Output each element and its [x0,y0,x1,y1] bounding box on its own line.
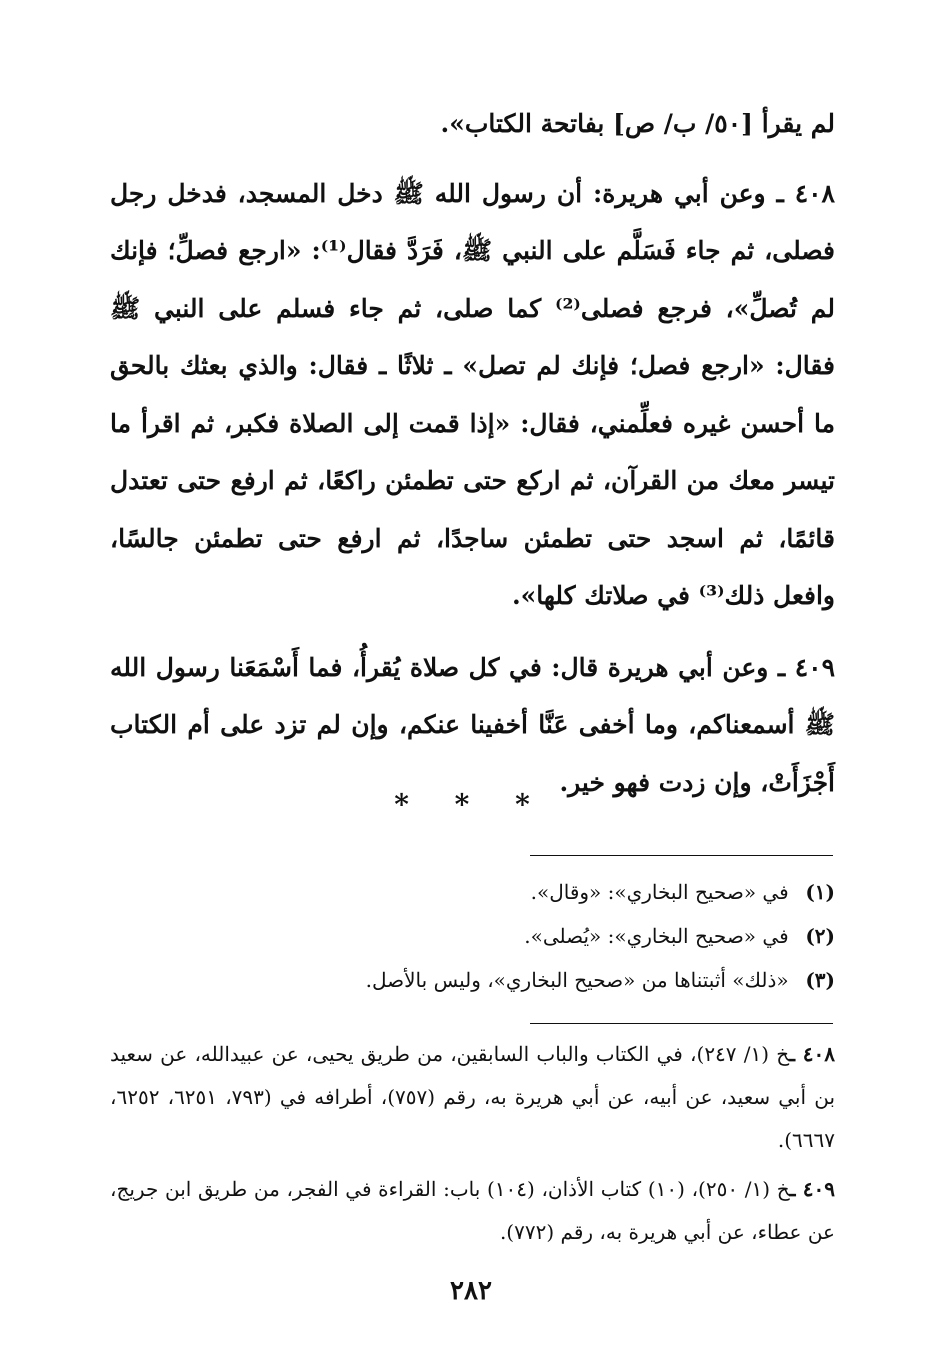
footnote-text: في «صحيح البخاري»: «وقال». [530,880,789,904]
footnote-3 [300,958,835,1002]
takhrij-408 [110,1033,835,1162]
hadith-408 [110,165,835,625]
takhrij-number: ٤٠٩ ـ [789,1177,836,1201]
takhrij-number: ٤٠٨ ـ [789,1042,835,1066]
takhrij-text: خ (١/ ٢٥٠)، (١٠) كتاب الأذان، (١٠٤) باب: القراءة في الفجر، من طريق ابن جريج، عن عطاء، عن أبي هريرة به، رقم (٧٧٢). [110,1177,835,1244]
main-text [110,95,835,811]
hadith-409-number: ٤٠٩ ـ [777,652,836,682]
footnote-text: في «صحيح البخاري»: «يُصلى». [524,924,789,948]
hadith-408-text: وعن أبي هريرة: أن رسول الله ﷺ دخل المسجد، فدخل رجل فصلى، ثم جاء فَسَلَّم على النبي ﷺ، فَرَدَّ فقال⁽¹⁾: «ارجع فصلِّ؛ فإنك لم تُصلِّ»، فرجع فصلى⁽²⁾ كما صلى، ثم جاء فسلم على النبي ﷺ فقال: «ارجع فصل؛ فإنك لم تصل» ـ ثلاثًا ـ فقال: والذي بعثك بالحق ما أحسن غيره فعلِّمني، فقال: «إذا قمت إلى الصلاة فكبر، ثم اقرأ ما تيسر معك من القرآن، ثم اركع حتى تطمئن راكعًا، ثم ارفع حتى تعتدل قائمًا، ثم اسجد حتى تطمئن ساجدًا، ثم ارفع حتى تطمئن جالسًا، وافعل ذلك⁽³⁾ في صلاتك كلها». [110,178,836,610]
hadith-409-text: وعن أبي هريرة قال: في كل صلاة يُقرأُ، فما أَسْمَعَنا رسول الله ﷺ أسمعناكم، وما أخفى عَنَّا أخفينا عنكم، وإن لم تزد على أم الكتاب أَجْزَأَتْ، وإن زدت فهو خير. [110,652,835,797]
footnotes-divider [530,855,833,856]
footnote-text: «ذلك» أثبتناها من «صحيح البخاري»، وليس بالأصل. [365,968,789,992]
previous-hadith-ending: لم يقرأ [٥٠/ ب/ ص] بفاتحة الكتاب». [440,109,835,138]
footnote-number: (١) [805,880,835,904]
takhrij-text: خ (١/ ٢٤٧)، في الكتاب والباب السابقين، من طريق يحيى، عن عبيدالله، عن سعيد بن أبي سعيد، عن أبيه، عن أبي هريرة به، رقم (٧٥٧)، أطرافه في (٧٩٣، ٦٢٥١، ٦٢٥٢، ٦٦٦٧). [110,1042,836,1152]
takhrij-divider [530,1023,833,1024]
takhrij-notes [110,1033,835,1254]
footnotes [300,870,835,1002]
page-number: ٢٨٢ [450,1276,492,1306]
footnote-1 [300,870,835,914]
section-separator: * * * [394,788,548,821]
footnote-number: (٢) [805,924,835,948]
footnote-number: (٣) [805,968,835,992]
takhrij-409 [110,1168,835,1254]
footnote-2 [300,914,835,958]
hadith-408-number: ٤٠٨ ـ [776,178,835,208]
hadith-409 [110,639,835,812]
